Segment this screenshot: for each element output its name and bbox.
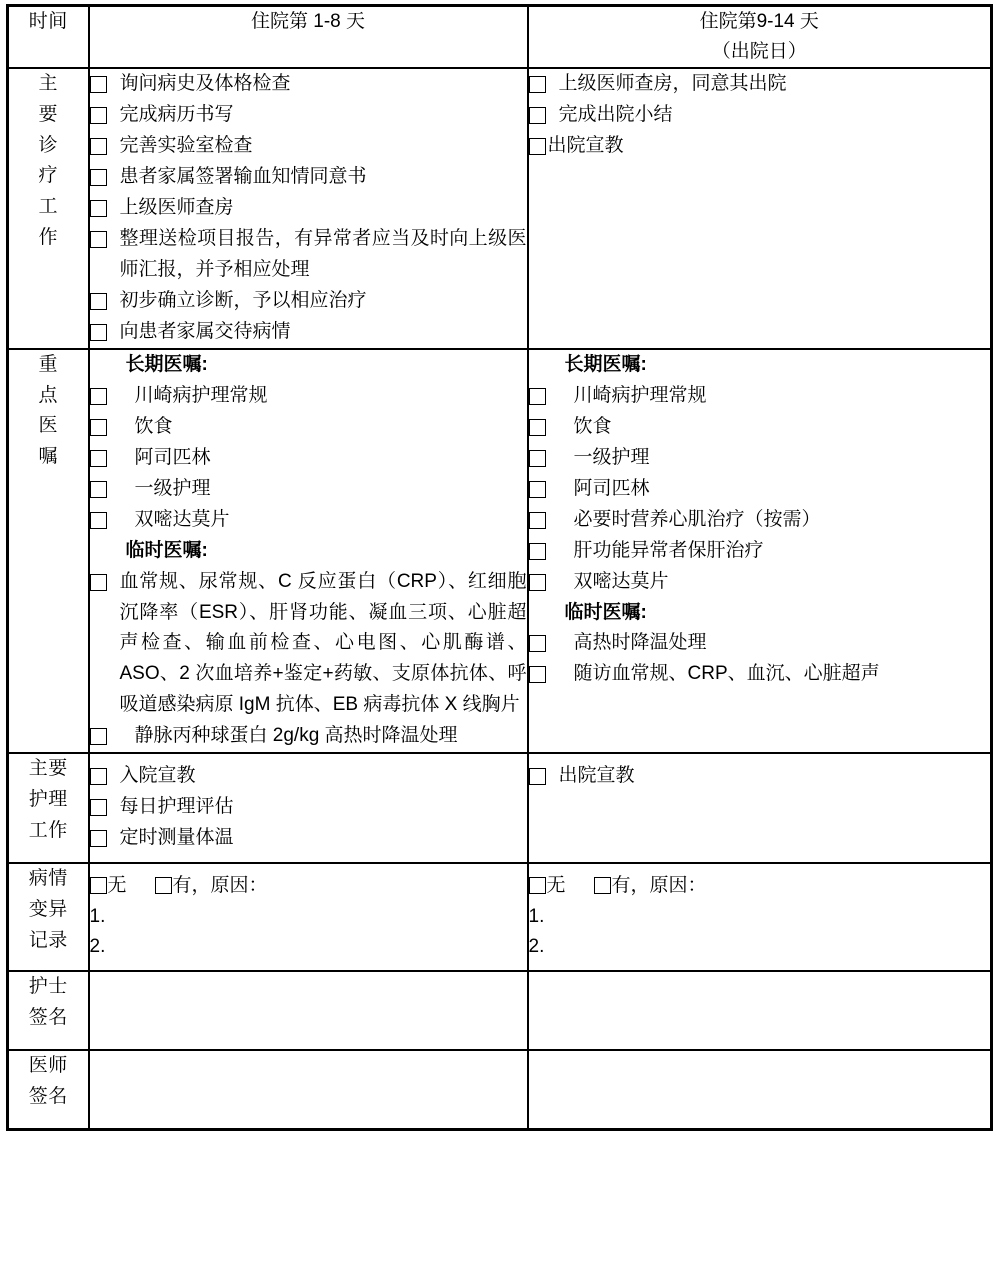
checklist-item-label: 随访血常规、CRP、血沉、心脏超声	[573, 663, 880, 685]
checklist-item[interactable]	[529, 131, 991, 162]
checkbox-icon[interactable]	[529, 543, 546, 560]
checklist-item[interactable]	[529, 761, 991, 792]
cell-doctor-signature-days9-14[interactable]	[528, 1050, 992, 1130]
checklist-item[interactable]	[529, 474, 991, 505]
checklist-item-label: 静脉丙种球蛋白 2g/kg 高热时降温处理	[134, 725, 458, 747]
checkbox-icon[interactable]	[529, 107, 546, 124]
variance-has-label: 有，原因：	[611, 875, 707, 897]
cell-nursing-days9-14	[528, 753, 992, 863]
table-row	[8, 68, 992, 349]
cell-variance-days9-14	[528, 863, 992, 971]
checkbox-icon[interactable]	[90, 481, 107, 498]
checkbox-icon[interactable]	[90, 419, 107, 436]
cell-nurse-signature-days1-8[interactable]	[89, 971, 528, 1050]
cell-key-orders-days1-8	[89, 349, 528, 754]
row-label-line: 记录	[28, 929, 68, 951]
row-label-nurse-signature	[8, 971, 89, 1050]
variance-reason-2[interactable]: 2.	[528, 936, 545, 958]
row-label-char: 重	[38, 353, 58, 375]
checkbox-icon[interactable]	[529, 450, 546, 467]
row-label-char: 嘱	[38, 446, 58, 468]
checklist-item-label: 完成出院小结	[558, 104, 673, 125]
cell-variance-days1-8	[89, 863, 528, 971]
row-label-char: 疗	[38, 165, 58, 187]
checkbox-icon-none[interactable]	[90, 877, 107, 894]
checklist-item-label: 饮食	[134, 415, 173, 437]
checklist-item-label: 出院宣教	[547, 134, 624, 156]
row-label-char: 作	[38, 226, 58, 248]
checklist-item[interactable]	[90, 381, 527, 412]
checkbox-icon[interactable]	[90, 574, 107, 591]
checklist-item-label: 上级医师查房，同意其出院	[558, 73, 787, 95]
row-label-line: 医师	[28, 1055, 68, 1077]
checkbox-icon[interactable]	[529, 768, 546, 785]
variance-none-label: 无	[107, 875, 127, 897]
checklist-item[interactable]	[90, 100, 527, 131]
table-row	[8, 349, 992, 754]
row-label-line: 签名	[28, 1007, 68, 1029]
table-row	[8, 753, 992, 863]
checkbox-icon[interactable]	[90, 293, 107, 310]
temporary-orders-heading: 临时医嘱:	[125, 539, 208, 561]
variance-none-label: 无	[546, 875, 566, 897]
table-row	[8, 863, 992, 971]
row-label-main-nursing-work	[8, 753, 89, 863]
cell-doctor-signature-days1-8[interactable]	[89, 1050, 528, 1130]
checkbox-icon[interactable]	[529, 138, 546, 155]
checklist-item[interactable]	[529, 443, 991, 474]
checkbox-icon-has[interactable]	[594, 877, 611, 894]
checklist-item[interactable]	[90, 131, 527, 162]
temporary-orders-heading: 临时医嘱:	[564, 601, 647, 623]
checklist-item-label: 完善实验室检查	[119, 134, 253, 156]
checkbox-icon[interactable]	[529, 512, 546, 529]
checkbox-icon[interactable]	[90, 450, 107, 467]
row-label-line: 护士	[28, 976, 68, 998]
variance-has-label: 有，原因：	[172, 875, 268, 897]
checklist-item-label: 一级护理	[573, 446, 650, 468]
checkbox-icon[interactable]	[529, 666, 546, 683]
checkbox-icon[interactable]	[90, 169, 107, 186]
row-label-line: 病情	[28, 868, 68, 890]
checklist-item[interactable]	[90, 286, 527, 317]
row-label-line: 工作	[28, 819, 68, 841]
header-label-time-text: 时间	[28, 11, 68, 32]
checkbox-icon[interactable]	[529, 419, 546, 436]
row-label-line: 护理	[28, 789, 68, 811]
row-label-doctor-signature	[8, 1050, 89, 1130]
header-col-days-1-8-line1: 住院第 1-8 天	[250, 11, 366, 32]
row-label-char: 主	[38, 73, 58, 95]
checkbox-icon-none[interactable]	[529, 877, 546, 894]
table-row	[8, 1050, 992, 1130]
checklist-item-label: 阿司匹林	[134, 446, 211, 468]
header-label-time	[8, 6, 89, 69]
checklist-item[interactable]	[90, 761, 527, 792]
checklist-item[interactable]	[90, 823, 527, 854]
checklist-item-label: 肝功能异常者保肝治疗	[573, 539, 764, 561]
header-col-days-9-14-line2: （出院日）	[711, 41, 807, 63]
cell-nursing-days1-8	[89, 753, 528, 863]
checklist-item[interactable]	[90, 505, 527, 536]
checklist-item-label: 定时测量体温	[119, 827, 234, 849]
row-label-main-treatment-work	[8, 68, 89, 349]
checklist-item[interactable]	[529, 659, 991, 690]
table-header-row	[8, 6, 992, 69]
checklist-item-label: 患者家属签署输血知情同意书	[119, 165, 367, 187]
checklist-item-label: 阿司匹林	[573, 477, 650, 499]
variance-reason-2[interactable]: 2.	[89, 936, 106, 958]
cell-nurse-signature-days9-14[interactable]	[528, 971, 992, 1050]
checkbox-icon[interactable]	[90, 107, 107, 124]
row-label-line: 变异	[28, 899, 68, 921]
checkbox-icon[interactable]	[90, 388, 107, 405]
checklist-item-label: 双嘧达莫片	[134, 508, 230, 530]
checklist-item[interactable]	[90, 69, 527, 100]
checkbox-icon[interactable]	[529, 76, 546, 93]
checklist-item[interactable]	[90, 721, 527, 752]
long-term-orders-heading: 长期医嘱:	[564, 353, 647, 375]
checkbox-icon[interactable]	[90, 728, 107, 745]
checkbox-icon[interactable]	[529, 635, 546, 652]
checkbox-icon[interactable]	[90, 76, 107, 93]
checkbox-icon[interactable]	[90, 200, 107, 217]
checklist-item-label: 必要时营养心肌治疗（按需）	[573, 508, 821, 530]
header-col-days-9-14-line1: 住院第9-14 天	[699, 11, 819, 32]
header-col-days-9-14	[528, 6, 992, 69]
checklist-item[interactable]	[529, 536, 991, 567]
cell-main-treatment-days1-8	[89, 68, 528, 349]
row-label-variance-record	[8, 863, 89, 971]
checkbox-icon[interactable]	[90, 138, 107, 155]
checklist-item-label: 饮食	[573, 415, 612, 437]
row-label-char: 工	[38, 196, 58, 218]
checklist-item-label: 川崎病护理常规	[134, 384, 268, 406]
checklist-item[interactable]	[90, 567, 527, 722]
checklist-item[interactable]	[529, 100, 991, 131]
checklist-item[interactable]	[529, 69, 991, 100]
checklist-item[interactable]	[90, 474, 527, 505]
checklist-item-label: 双嘧达莫片	[573, 570, 669, 592]
checklist-item-label: 川崎病护理常规	[573, 384, 707, 406]
checklist-item-label: 一级护理	[134, 477, 211, 499]
checklist-item[interactable]	[90, 317, 527, 348]
variance-reason-1[interactable]: 1.	[89, 905, 106, 927]
checklist-item-label: 入院宣教	[119, 765, 196, 787]
checklist-item[interactable]	[90, 792, 527, 823]
variance-reason-1[interactable]: 1.	[528, 905, 545, 927]
checklist-item-label: 血常规、尿常规、C 反应蛋白（CRP）、红细胞沉降率（ESR）、肝肾功能、凝血三项、心脏超声检查、输血前检查、心电图、心肌酶谱、ASO、2 次血培养+鉴定+药敏、支原体抗体、呼吸道感染病原 IgM 抗体、EB 病毒抗体 X 线胸片	[119, 570, 527, 716]
checklist-item[interactable]	[529, 412, 991, 443]
checklist-item[interactable]	[529, 505, 991, 536]
cell-key-orders-days9-14	[528, 349, 992, 754]
checklist-item-label: 高热时降温处理	[573, 632, 707, 654]
long-term-orders-heading: 长期医嘱:	[125, 353, 208, 375]
row-label-line: 主要	[28, 758, 68, 780]
clinical-pathway-table	[6, 4, 993, 1131]
checkbox-icon[interactable]	[529, 388, 546, 405]
row-label-line: 签名	[28, 1086, 68, 1108]
row-label-key-orders	[8, 349, 89, 754]
checkbox-icon[interactable]	[90, 768, 107, 785]
checklist-item-label: 向患者家属交待病情	[119, 320, 291, 342]
checkbox-icon[interactable]	[90, 231, 107, 248]
table-row	[8, 971, 992, 1050]
checklist-item-label: 上级医师查房	[119, 196, 234, 218]
checklist-item[interactable]	[90, 193, 527, 224]
checklist-item[interactable]	[90, 162, 527, 193]
checklist-item[interactable]	[90, 224, 527, 286]
row-label-char: 医	[38, 415, 58, 437]
checklist-item[interactable]	[90, 412, 527, 443]
checkbox-icon[interactable]	[90, 324, 107, 341]
checklist-item-label: 询问病史及体格检查	[119, 73, 291, 95]
row-label-char: 诊	[38, 134, 58, 156]
cell-main-treatment-days9-14	[528, 68, 992, 349]
checkbox-icon[interactable]	[529, 574, 546, 591]
checkbox-icon[interactable]	[529, 481, 546, 498]
checkbox-icon[interactable]	[90, 830, 107, 847]
checklist-item[interactable]	[529, 381, 991, 412]
header-col-days-1-8	[89, 6, 528, 69]
checklist-item-label: 整理送检项目报告，有异常者应当及时向上级医师汇报，并予相应处理	[119, 227, 527, 280]
checklist-item-label: 完成病历书写	[119, 104, 234, 125]
checklist-item-label: 出院宣教	[558, 765, 635, 787]
checkbox-icon[interactable]	[90, 799, 107, 816]
checklist-item-label: 初步确立诊断，予以相应治疗	[119, 289, 367, 311]
checkbox-icon-has[interactable]	[155, 877, 172, 894]
checklist-item-label: 每日护理评估	[119, 796, 234, 818]
row-label-char: 点	[38, 384, 58, 406]
checkbox-icon[interactable]	[90, 512, 107, 529]
row-label-char: 要	[38, 103, 58, 125]
checklist-item[interactable]	[90, 443, 527, 474]
checklist-item[interactable]	[529, 628, 991, 659]
checklist-item[interactable]	[529, 567, 991, 598]
